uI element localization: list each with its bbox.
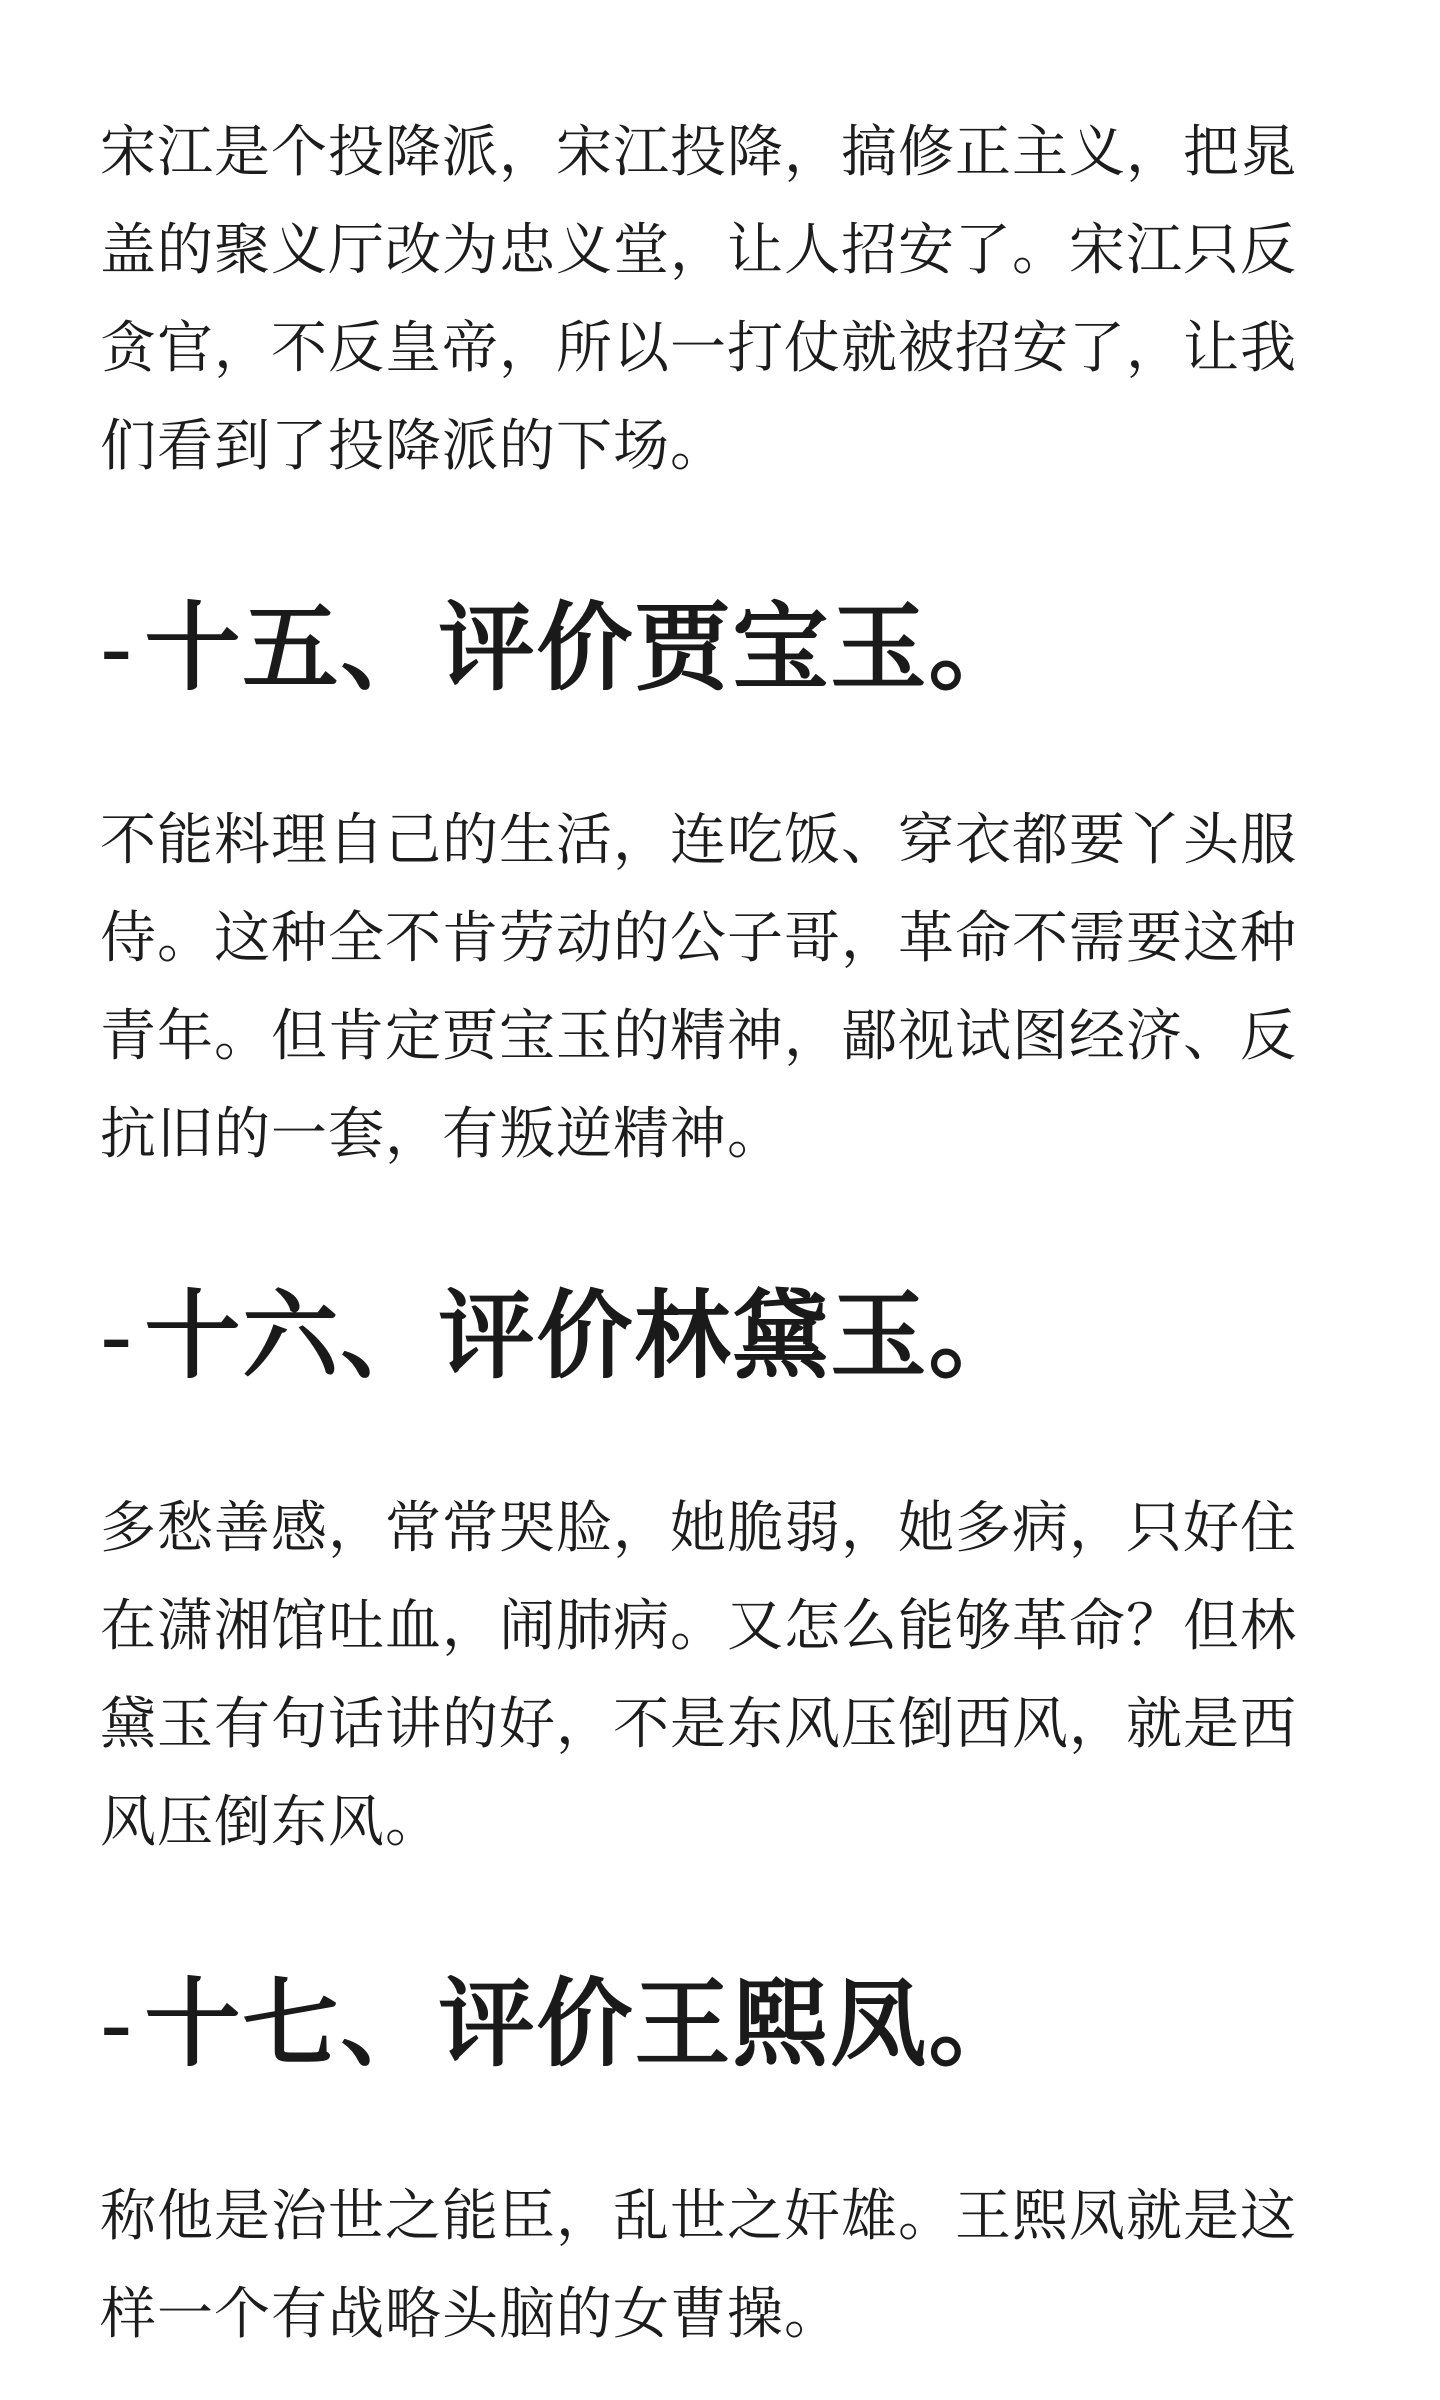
heading-section-17 [100, 1964, 1340, 2084]
heading-section-16 [100, 1276, 1340, 1396]
heading-dash: - [100, 1280, 135, 1392]
paragraph-jia-baoyu: 不能料理自己的生活，连吃饭、穿衣都要丫头服侍。这种全不肯劳动的公子哥，革命不需要这种青年。但肯定贾宝玉的精神，鄙视试图经济、反抗旧的一套，有叛逆精神。 [100, 808, 1297, 1167]
paragraph-wang-xifeng: 称他是治世之能臣，乱世之奸雄。王熙凤就是这样一个有战略头脑的女曹操。 [100, 2184, 1297, 2347]
paragraph-song-jiang: 宋江是个投降派，宋江投降，搞修正主义，把晁盖的聚义厅改为忠义堂，让人招安了。宋江只反贪官，不反皇帝，所以一打仗就被招安了，让我们看到了投降派的下场。 [100, 120, 1297, 479]
heading-dash: - [100, 592, 135, 704]
heading-dash: - [100, 1968, 135, 2080]
paragraph-lin-daiyu: 多愁善感，常常哭脸，她脆弱，她多病，只好住在潇湘馆吐血，闹肺病。又怎么能够革命？但林黛玉有句话讲的好，不是东风压倒西风，就是西风压倒东风。 [100, 1496, 1297, 1855]
heading-text: 十六、评价林黛玉。 [144, 1279, 1027, 1392]
heading-text: 十五、评价贾宝玉。 [144, 591, 1027, 704]
heading-section-15 [100, 588, 1340, 708]
heading-text: 十七、评价王熙凤。 [144, 1967, 1027, 2080]
